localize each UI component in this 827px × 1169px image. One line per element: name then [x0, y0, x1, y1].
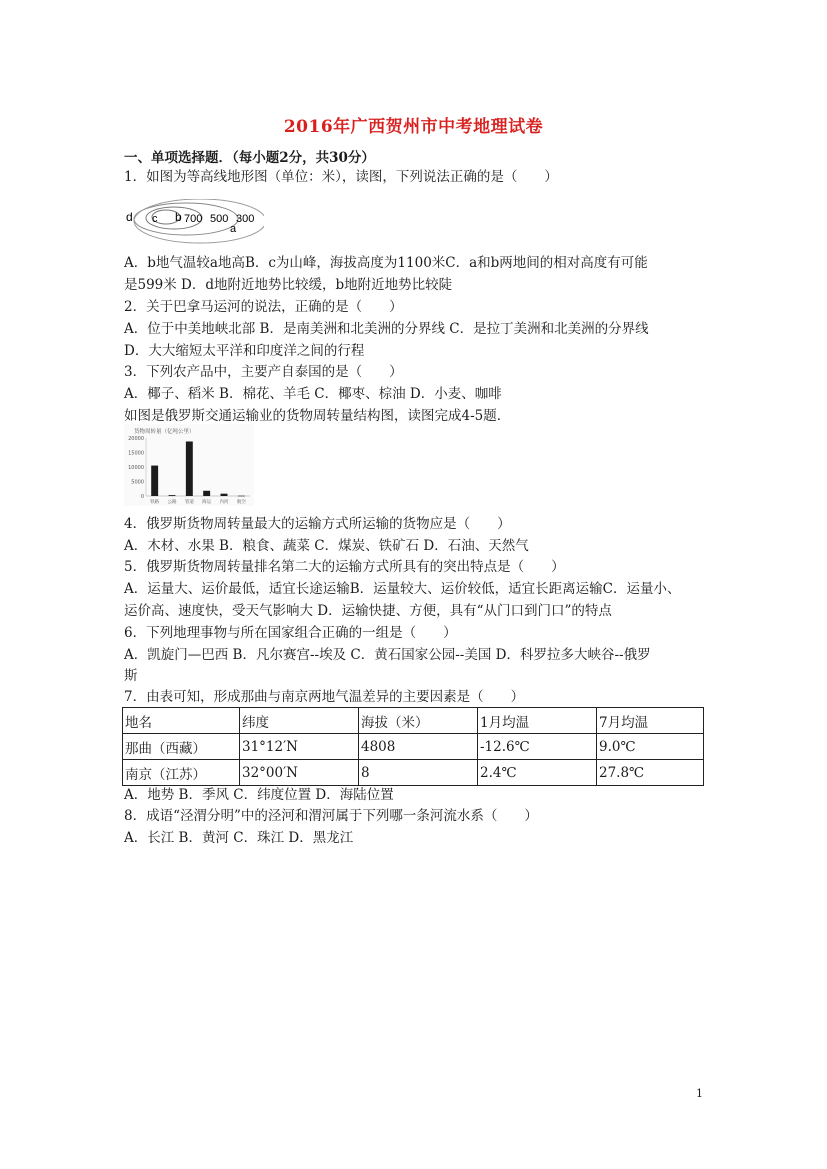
table-cell: 那曲（西藏） — [123, 734, 240, 760]
q7-options: A．地势 B．季风 C．纬度位置 D．海陆位置 — [124, 787, 394, 803]
y-tick-label: 20000 — [128, 436, 144, 442]
label-c: c — [152, 213, 158, 225]
climate-table — [122, 707, 704, 786]
table-header: 海拔（米） — [359, 708, 478, 734]
bar-0 — [151, 466, 158, 496]
q3-options: A．椰子、稻米 B．棉花、羊毛 C．椰枣、棕油 D．小麦、咖啡 — [124, 386, 502, 402]
q6-options-line1: A．凯旋门—巴西 B．凡尔赛宫--埃及 C．黄石国家公园--美国 D．科罗拉多大峡谷--俄罗 — [124, 647, 651, 663]
table-cell: 32°00′N — [240, 760, 359, 786]
table-cell: -12.6℃ — [478, 734, 597, 760]
page-number: 1 — [696, 1087, 703, 1100]
table-row — [123, 734, 704, 760]
q4-options: A．木材、水果 B．粮食、蔬菜 C．煤炭、铁矿石 D．石油、天然气 — [124, 538, 529, 554]
table-cell: 4808 — [359, 734, 478, 760]
bar-2 — [186, 441, 193, 496]
table-header: 1月均温 — [478, 708, 597, 734]
q5-options-line1: A．运量大、运价最低，适宜长途运输B．运量较大、运价较低，适宜长距离运输C．运量小、 — [124, 581, 681, 597]
q1-stem: 1．如图为等高线地形图（单位：米），读图，下列说法正确的是（ ） — [124, 169, 558, 185]
table-header: 地名 — [123, 708, 240, 734]
table-cell: 8 — [359, 760, 478, 786]
freight-turnover-chart — [124, 424, 254, 506]
x-tick-label: 公路 — [167, 500, 177, 505]
table-header-row — [123, 708, 704, 734]
q5-stem: 5．俄罗斯货物周转量排名第二大的运输方式所具有的突出特点是（ ） — [124, 559, 565, 575]
bar-3 — [203, 491, 210, 496]
y-tick-label: 0 — [140, 494, 144, 500]
label-a: a — [230, 223, 237, 235]
bar-4 — [221, 494, 228, 496]
table-cell: 31°12′N — [240, 734, 359, 760]
bar-1 — [169, 495, 176, 496]
label-300: 300 — [236, 213, 255, 225]
chart-title: 货物周转量（亿吨公里） — [134, 429, 195, 435]
table-cell: 2.4℃ — [478, 760, 597, 786]
q8-stem: 8．成语“泾渭分明”中的泾河和渭河属于下列哪一条河流水系（ ） — [124, 808, 538, 824]
table-row — [123, 760, 704, 786]
label-d: d — [126, 210, 133, 224]
section-heading: 一、单项选择题．（每小题2分，共30分） — [124, 150, 375, 166]
q5-options-line2: 运价高、速度快，受天气影响大 D．运输快捷、方便，具有“从门口到门口”的特点 — [124, 603, 612, 619]
q6-stem: 6．下列地理事物与所在国家组合正确的一组是（ ） — [124, 625, 457, 641]
table-header: 纬度 — [240, 708, 359, 734]
exam-title: 2016年广西贺州市中考地理试卷 — [283, 117, 544, 137]
intro-q4-q5: 如图是俄罗斯交通运输业的货物周转量结构图，读图完成4-5题． — [124, 408, 511, 424]
q3-stem: 3．下列农产品中，主要产自泰国的是（ ） — [124, 364, 403, 380]
y-tick-label: 15000 — [128, 450, 144, 457]
q1-options-line2: 是599米 D．d地附近地势比较缓，b地附近地势比较陡 — [124, 277, 453, 293]
x-tick-label: 铁路 — [150, 500, 160, 505]
q2-stem: 2．关于巴拿马运河的说法，正确的是（ ） — [124, 299, 403, 315]
bar-5 — [238, 496, 245, 497]
contour-map-figure — [124, 199, 264, 249]
q6-options-line2: 斯 — [124, 668, 138, 684]
q4-stem: 4．俄罗斯货物周转量最大的运输方式所运输的货物应是（ ） — [124, 516, 511, 532]
label-700: 700 — [184, 213, 203, 225]
q8-options: A．长江 B．黄河 C．珠江 D．黑龙江 — [124, 830, 354, 846]
y-tick-label: 5000 — [131, 479, 144, 486]
label-500: 500 — [210, 213, 229, 225]
q2-options-line2: D．大大缩短太平洋和印度洋之间的行程 — [124, 343, 365, 359]
x-tick-label: 航空 — [236, 500, 246, 505]
q7-stem: 7．由表可知，形成那曲与南京两地气温差异的主要因素是（ ） — [124, 689, 525, 705]
q1-options-line1: A．b地气温较a地高B．c为山峰，海拔高度为1100米C．a和b两地间的相对高度有可能 — [124, 255, 648, 271]
table-cell: 南京（江苏） — [123, 760, 240, 786]
y-tick-label: 10000 — [128, 465, 144, 471]
table-cell: 27.8℃ — [597, 760, 704, 786]
table-cell: 9.0℃ — [597, 734, 704, 760]
table-header: 7月均温 — [597, 708, 704, 734]
x-tick-label: 管道 — [184, 500, 194, 505]
label-b: b — [175, 210, 182, 224]
x-tick-label: 海运 — [202, 500, 212, 505]
q2-options-line1: A．位于中美地峡北部 B．是南美洲和北美洲的分界线 C．是拉丁美洲和北美洲的分界线 — [124, 321, 649, 337]
x-tick-label: 内河 — [219, 500, 229, 505]
